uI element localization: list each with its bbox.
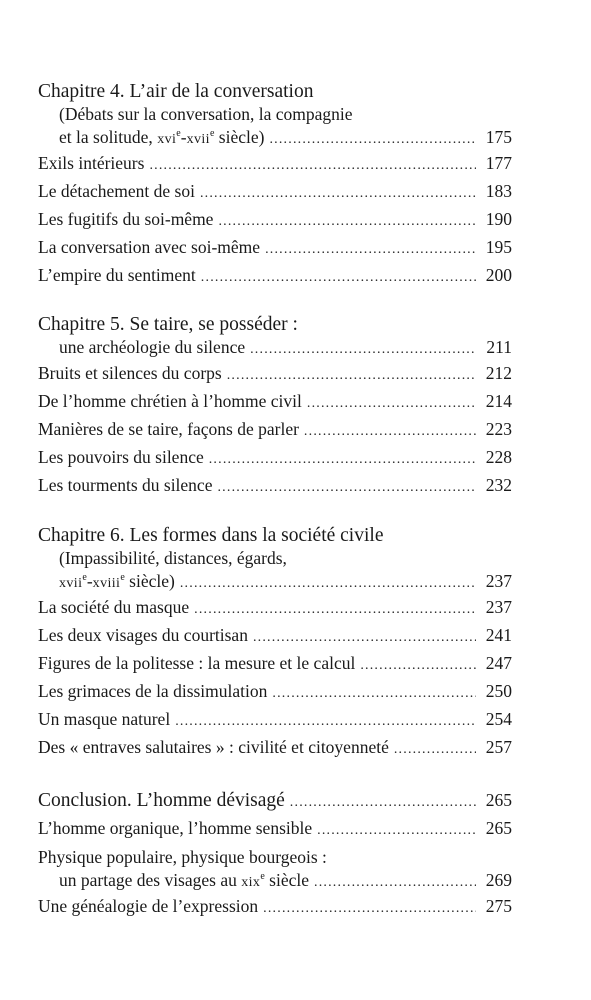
- chapter-5-subtitle-text: une archéologie du silence: [59, 337, 246, 357]
- conclusion-section: [38, 786, 512, 920]
- chapter-6-section: [38, 524, 512, 761]
- page-number: 228: [485, 447, 512, 467]
- page-number: 223: [485, 419, 512, 439]
- entry-title: Bruits et silences du corps: [38, 363, 222, 383]
- toc-entry[interactable]: [38, 892, 512, 920]
- entry-title: Les fugitifs du soi-même: [38, 209, 214, 229]
- entry-title: La société du masque: [38, 597, 190, 617]
- toc-entry[interactable]: [38, 387, 512, 415]
- toc-entry[interactable]: [38, 233, 512, 261]
- dot-leader: [200, 180, 476, 208]
- dot-leader: [360, 652, 476, 680]
- page-number: 211: [486, 337, 512, 357]
- toc-entry[interactable]: [38, 415, 512, 443]
- dot-leader: [209, 446, 476, 474]
- entry-title: Manières de se taire, façons de parler: [38, 419, 299, 439]
- entry-title: De l’homme chrétien à l’homme civil: [38, 391, 302, 411]
- dot-leader: [180, 572, 476, 595]
- entry-title: Les deux visages du courtisan: [38, 625, 248, 645]
- toc-entry[interactable]: [38, 621, 512, 649]
- chapter-6-subtitle-text-1: (Impassibilité, distances, égards,: [59, 548, 287, 568]
- toc-entry[interactable]: [38, 443, 512, 471]
- page-number: 254: [485, 709, 512, 729]
- page-number: 265: [485, 790, 512, 810]
- entry-title: L’empire du sentiment: [38, 265, 196, 285]
- page-number: 250: [485, 681, 512, 701]
- page-number: 214: [485, 391, 512, 411]
- toc-entry[interactable]: [38, 814, 512, 842]
- chapter-6-title: Chapitre 6. Les formes dans la société civile: [38, 525, 384, 546]
- chapter-4-subtitle-line-2[interactable]: [38, 126, 512, 149]
- chapter-6-subtitle-line-1: [38, 547, 512, 570]
- page-number: 232: [485, 475, 512, 495]
- dot-leader: [394, 736, 476, 764]
- dot-leader: [149, 152, 476, 180]
- page-number: 195: [485, 237, 512, 257]
- entry-title: Un masque naturel: [38, 709, 171, 729]
- dot-leader: [250, 338, 476, 361]
- dot-leader: [272, 680, 476, 708]
- entry-title: Des « entraves salutaires » : civilité et citoyenneté: [38, 737, 389, 757]
- toc-entry[interactable]: [38, 261, 512, 289]
- toc-entry[interactable]: [38, 649, 512, 677]
- entry-title: Les pouvoirs du silence: [38, 447, 204, 467]
- chapter-5-section: [38, 313, 512, 499]
- dot-leader: [290, 789, 476, 817]
- dot-leader: [304, 418, 476, 446]
- conclusion-title-line[interactable]: [38, 786, 512, 814]
- page-number: 247: [485, 653, 512, 673]
- entry-title-continued: un partage des visages au xix$^e$ siècle: [59, 870, 309, 890]
- page-number: 200: [485, 265, 512, 285]
- page-number: 212: [485, 363, 512, 383]
- toc-entry[interactable]: [38, 593, 512, 621]
- dot-leader: [269, 128, 476, 151]
- conclusion-title: Conclusion. L’homme dévisagé: [38, 790, 285, 811]
- dot-leader: [263, 895, 476, 923]
- dot-leader: [307, 390, 476, 418]
- dot-leader: [217, 474, 476, 502]
- dot-leader: [317, 817, 476, 845]
- toc-entry[interactable]: [38, 471, 512, 499]
- dot-leader: [201, 264, 476, 292]
- chapter-6-subtitle-text-2: xvii$^e$-xviii$^e$ siècle): [59, 571, 175, 591]
- dot-leader: [314, 871, 476, 894]
- page-number: 175: [485, 127, 512, 147]
- dot-leader: [218, 208, 476, 236]
- dot-leader: [265, 236, 476, 264]
- entry-title: Les grimaces de la dissimulation: [38, 681, 268, 701]
- chapter-6-subtitle-line-2[interactable]: [38, 570, 512, 593]
- entry-title: Exils intérieurs: [38, 153, 145, 173]
- dot-leader: [227, 362, 476, 390]
- chapter-4-subtitle-text-1: (Débats sur la conversation, la compagnie: [59, 104, 353, 124]
- page-number: 275: [485, 896, 512, 916]
- page-number: 183: [485, 181, 512, 201]
- page-number: 269: [485, 870, 512, 890]
- entry-title: Le détachement de soi: [38, 181, 195, 201]
- table-of-contents: [38, 80, 512, 945]
- chapter-4-section: [38, 80, 512, 289]
- dot-leader: [194, 596, 476, 624]
- page-number: 265: [485, 818, 512, 838]
- page-number: 190: [485, 209, 512, 229]
- toc-entry-multiline-1: [38, 846, 512, 869]
- page-number: 177: [485, 153, 512, 173]
- entry-title: Figures de la politesse : la mesure et le calcul: [38, 653, 356, 673]
- toc-entry[interactable]: [38, 677, 512, 705]
- chapter-4-subtitle-text-2: et la solitude, xvi$^e$-xvii$^e$ siècle): [59, 127, 265, 147]
- toc-entry[interactable]: [38, 149, 512, 177]
- dot-leader: [253, 624, 476, 652]
- page-number: 237: [485, 597, 512, 617]
- toc-entry-multiline-2[interactable]: [38, 869, 512, 892]
- chapter-4-title: Chapitre 4. L’air de la conversation: [38, 81, 314, 102]
- toc-entry[interactable]: [38, 705, 512, 733]
- entry-title: Une généalogie de l’expression: [38, 896, 259, 916]
- chapter-5-subtitle-line[interactable]: [38, 336, 512, 359]
- toc-entry[interactable]: [38, 733, 512, 761]
- page-number: 241: [485, 625, 512, 645]
- page-number: 237: [485, 571, 512, 591]
- toc-entry[interactable]: [38, 205, 512, 233]
- entry-title: L’homme organique, l’homme sensible: [38, 818, 313, 838]
- dot-leader: [175, 708, 476, 736]
- entry-title: Les tourments du silence: [38, 475, 213, 495]
- chapter-5-title: Chapitre 5. Se taire, se posséder :: [38, 314, 298, 335]
- toc-entry[interactable]: [38, 359, 512, 387]
- toc-entry[interactable]: [38, 177, 512, 205]
- chapter-4-subtitle-line-1: [38, 103, 512, 126]
- entry-title: La conversation avec soi-même: [38, 237, 261, 257]
- page-number: 257: [485, 737, 512, 757]
- entry-title: Physique populaire, physique bourgeois :: [38, 847, 327, 867]
